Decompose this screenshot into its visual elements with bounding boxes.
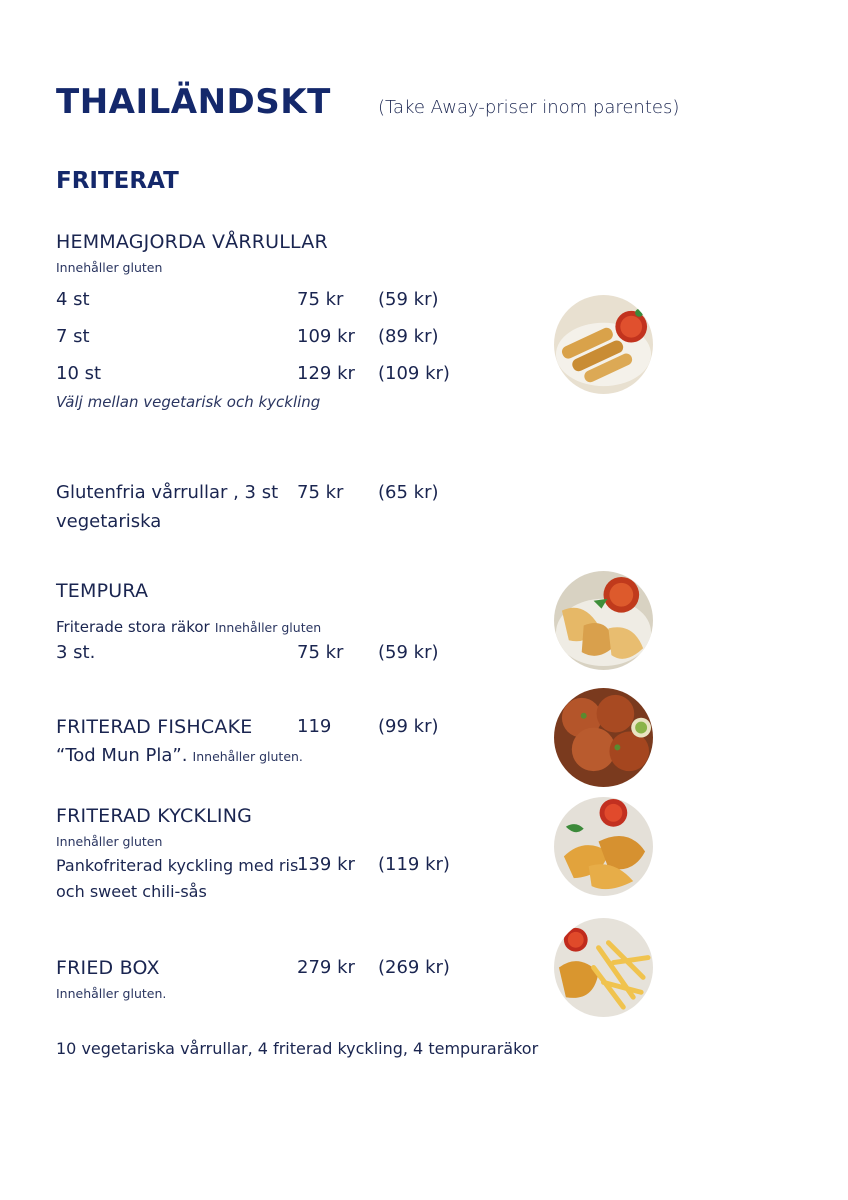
allergen-note: Innehåller gluten (56, 834, 163, 849)
tempura-photo (554, 571, 653, 670)
item-desc-line (56, 617, 321, 636)
price: 109 kr (297, 326, 355, 347)
fishcake-photo (554, 688, 653, 787)
section-title: FRITERAT (56, 168, 179, 194)
qty-label: 4 st (56, 289, 90, 310)
item-name-kyckling: FRITERAD KYCKLING (56, 805, 253, 827)
price: 75 kr (297, 482, 344, 503)
item-name-varrullar: HEMMAGJORDA VÅRRULLAR (56, 231, 328, 253)
takeaway-note: (Take Away-priser inom parentes) (378, 97, 680, 118)
item-desc: Pankofriterad kyckling med ris (56, 856, 299, 875)
item-desc: och sweet chili-sås (56, 882, 207, 901)
price: 75 kr (297, 289, 344, 310)
variant-note: Välj mellan vegetarisk och kyckling (56, 393, 321, 411)
takeaway-price: (65 kr) (378, 482, 439, 503)
price: 75 kr (297, 642, 344, 663)
takeaway-price: (109 kr) (378, 363, 450, 384)
item-desc: vegetariska (56, 511, 162, 532)
fried-chicken-photo (554, 797, 653, 896)
price: 279 kr (297, 957, 355, 978)
item-name-tempura: TEMPURA (56, 580, 149, 602)
fried-box-photo (554, 918, 653, 1017)
takeaway-price: (269 kr) (378, 957, 450, 978)
takeaway-price: (119 kr) (378, 854, 450, 875)
takeaway-price: (59 kr) (378, 642, 439, 663)
spring-rolls-photo (554, 295, 653, 394)
allergen-note: Innehåller gluten (214, 620, 322, 635)
qty-label: 3 st. (56, 642, 96, 663)
item-name-fishcake: FRITERAD FISHCAKE (56, 716, 253, 738)
qty-label: 10 st (56, 363, 102, 384)
item-desc: Friterade stora räkor (56, 618, 210, 636)
price: 129 kr (297, 363, 355, 384)
item-subname: “Tod Mun Pla”. (56, 745, 188, 766)
item-name-fried-box: FRIED BOX (56, 957, 160, 979)
page-title: THAILÄNDSKT (56, 82, 331, 122)
item-name-glutenfria: Glutenfria vårrullar , 3 st (56, 482, 279, 503)
takeaway-price: (59 kr) (378, 289, 439, 310)
price: 119 (297, 716, 332, 737)
takeaway-price: (99 kr) (378, 716, 439, 737)
item-subname-line (56, 745, 303, 766)
allergen-note: Innehåller gluten. (192, 749, 303, 764)
allergen-note: Innehåller gluten. (56, 986, 167, 1001)
allergen-note: Innehåller gluten (56, 260, 163, 275)
takeaway-price: (89 kr) (378, 326, 439, 347)
price: 139 kr (297, 854, 355, 875)
qty-label: 7 st (56, 326, 90, 347)
fried-box-contents: 10 vegetariska vårrullar, 4 friterad kyckling, 4 tempuraräkor (56, 1039, 539, 1058)
